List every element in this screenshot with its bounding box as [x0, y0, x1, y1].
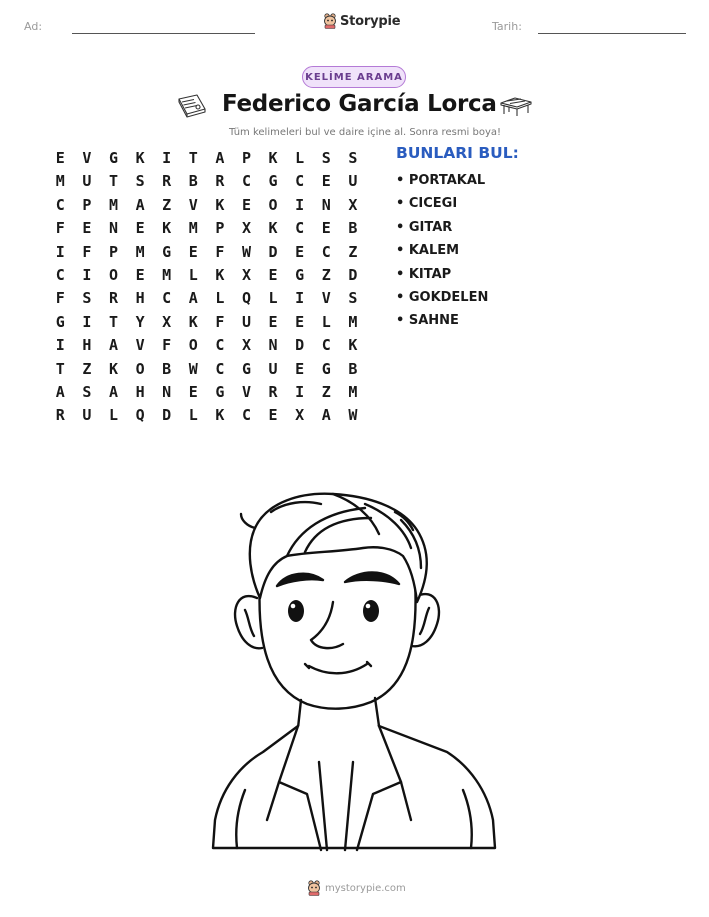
grid-letter[interactable]: X: [162, 312, 172, 331]
grid-letter[interactable]: C: [215, 336, 225, 355]
grid-letter[interactable]: I: [82, 312, 92, 331]
grid-letter[interactable]: N: [321, 195, 331, 214]
grid-letter[interactable]: M: [348, 312, 358, 331]
grid-row: [47, 311, 366, 334]
grid-letter[interactable]: E: [188, 382, 198, 401]
grid-letter[interactable]: B: [162, 359, 172, 378]
grid-letter[interactable]: E: [321, 219, 331, 238]
grid-letter[interactable]: I: [55, 242, 65, 261]
grid-letter[interactable]: O: [108, 265, 118, 284]
grid-letter[interactable]: I: [55, 336, 65, 355]
grid-letter[interactable]: T: [55, 359, 65, 378]
grid-letter[interactable]: C: [295, 172, 305, 191]
grid-letter[interactable]: K: [215, 406, 225, 425]
grid-letter[interactable]: A: [215, 149, 225, 167]
grid-letter[interactable]: M: [162, 265, 172, 284]
grid-letter[interactable]: P: [108, 242, 118, 261]
grid-letter[interactable]: R: [215, 172, 225, 191]
name-label: Ad:: [24, 20, 43, 33]
grid-letter[interactable]: G: [241, 359, 251, 378]
grid-letter[interactable]: E: [321, 172, 331, 191]
grid-letter[interactable]: E: [55, 149, 65, 167]
grid-letter[interactable]: K: [188, 312, 198, 331]
grid-letter[interactable]: Z: [82, 359, 92, 378]
grid-letter[interactable]: G: [162, 242, 172, 261]
grid-letter[interactable]: Q: [135, 406, 145, 425]
grid-letter[interactable]: O: [268, 195, 278, 214]
word-list-item: • KALEM: [396, 240, 488, 263]
word-search-grid: [47, 147, 366, 428]
grid-row: [47, 334, 366, 357]
grid-row: [47, 147, 366, 170]
grid-letter[interactable]: H: [135, 289, 145, 308]
grid-letter[interactable]: X: [241, 265, 251, 284]
grid-letter[interactable]: S: [135, 172, 145, 191]
grid-letter[interactable]: G: [215, 382, 225, 401]
grid-letter[interactable]: G: [321, 359, 331, 378]
grid-letter[interactable]: N: [108, 219, 118, 238]
grid-letter[interactable]: A: [55, 382, 65, 401]
grid-letter[interactable]: K: [348, 336, 358, 355]
grid-letter[interactable]: B: [348, 219, 358, 238]
grid-letter[interactable]: X: [241, 219, 251, 238]
activity-badge: KELİME ARAMA: [302, 66, 406, 88]
grid-letter[interactable]: L: [295, 149, 305, 167]
grid-letter[interactable]: E: [241, 195, 251, 214]
grid-letter[interactable]: N: [268, 336, 278, 355]
grid-letter[interactable]: Q: [241, 289, 251, 308]
grid-letter[interactable]: U: [82, 406, 92, 425]
grid-letter[interactable]: G: [108, 149, 118, 167]
grid-letter[interactable]: M: [188, 219, 198, 238]
grid-letter[interactable]: M: [108, 195, 118, 214]
grid-row: [47, 170, 366, 193]
storypie-mascot-icon: [307, 880, 321, 896]
grid-letter[interactable]: U: [241, 312, 251, 331]
grid-letter[interactable]: I: [82, 265, 92, 284]
grid-letter[interactable]: F: [82, 242, 92, 261]
grid-letter[interactable]: A: [135, 195, 145, 214]
grid-row: [47, 404, 366, 427]
grid-letter[interactable]: V: [188, 195, 198, 214]
grid-letter[interactable]: E: [135, 219, 145, 238]
page-title: Federico García Lorca: [222, 91, 497, 117]
grid-letter[interactable]: Z: [348, 242, 358, 261]
grid-letter[interactable]: Z: [321, 265, 331, 284]
grid-letter[interactable]: Y: [135, 312, 145, 331]
grid-letter[interactable]: F: [215, 312, 225, 331]
grid-letter[interactable]: I: [295, 382, 305, 401]
grid-letter[interactable]: R: [162, 172, 172, 191]
grid-letter[interactable]: E: [268, 406, 278, 425]
grid-letter[interactable]: S: [348, 149, 358, 167]
grid-letter[interactable]: W: [241, 242, 251, 261]
grid-letter[interactable]: C: [295, 219, 305, 238]
grid-letter[interactable]: D: [295, 336, 305, 355]
grid-letter[interactable]: T: [108, 312, 118, 331]
grid-letter[interactable]: N: [162, 382, 172, 401]
grid-letter[interactable]: I: [295, 289, 305, 308]
grid-letter[interactable]: X: [295, 406, 305, 425]
grid-letter[interactable]: U: [348, 172, 358, 191]
word-list-item: • GITAR: [396, 217, 488, 240]
grid-letter[interactable]: B: [188, 172, 198, 191]
grid-letter[interactable]: G: [55, 312, 65, 331]
instructions: Tüm kelimeleri bul ve daire içine al. Sonra resmi boya!: [228, 127, 502, 138]
grid-letter[interactable]: V: [241, 382, 251, 401]
grid-letter[interactable]: R: [108, 289, 118, 308]
grid-letter[interactable]: C: [162, 289, 172, 308]
grid-letter[interactable]: K: [268, 149, 278, 167]
grid-letter[interactable]: L: [188, 265, 198, 284]
grid-letter[interactable]: K: [215, 195, 225, 214]
word-list-item: • CICEGI: [396, 193, 488, 216]
grid-row: [47, 217, 366, 240]
grid-letter[interactable]: F: [55, 289, 65, 308]
grid-letter[interactable]: F: [215, 242, 225, 261]
grid-letter[interactable]: X: [241, 336, 251, 355]
grid-letter[interactable]: C: [241, 406, 251, 425]
grid-letter[interactable]: K: [108, 359, 118, 378]
footer-url: mystorypie.com: [325, 882, 406, 894]
grid-letter[interactable]: P: [215, 219, 225, 238]
grid-letter[interactable]: E: [188, 242, 198, 261]
grid-letter[interactable]: U: [82, 172, 92, 191]
grid-letter[interactable]: X: [348, 195, 358, 214]
grid-letter[interactable]: M: [135, 242, 145, 261]
grid-letter[interactable]: A: [188, 289, 198, 308]
word-list-item: • PORTAKAL: [396, 170, 488, 193]
grid-letter[interactable]: E: [295, 312, 305, 331]
grid-letter[interactable]: W: [348, 406, 358, 425]
grid-row: [47, 264, 366, 287]
grid-letter[interactable]: R: [55, 406, 65, 425]
grid-letter[interactable]: S: [348, 289, 358, 308]
footer: [307, 880, 406, 896]
grid-letter[interactable]: V: [135, 336, 145, 355]
grid-letter[interactable]: F: [55, 219, 65, 238]
grid-letter[interactable]: G: [295, 265, 305, 284]
grid-letter[interactable]: C: [241, 172, 251, 191]
grid-letter[interactable]: V: [321, 289, 331, 308]
word-list-item: • GOKDELEN: [396, 287, 488, 310]
grid-letter[interactable]: K: [268, 219, 278, 238]
grid-letter[interactable]: P: [82, 195, 92, 214]
word-list-title: BUNLARI BUL:: [396, 144, 519, 162]
storypie-mascot-icon: [323, 13, 337, 29]
grid-letter[interactable]: H: [82, 336, 92, 355]
grid-letter[interactable]: E: [135, 265, 145, 284]
grid-letter[interactable]: D: [268, 242, 278, 261]
grid-letter[interactable]: E: [268, 312, 278, 331]
word-list-item: • KITAP: [396, 264, 488, 287]
grid-letter[interactable]: O: [188, 336, 198, 355]
grid-letter[interactable]: L: [268, 289, 278, 308]
grid-letter[interactable]: A: [321, 406, 331, 425]
grid-letter[interactable]: O: [135, 359, 145, 378]
grid-letter[interactable]: K: [215, 265, 225, 284]
grid-letter[interactable]: H: [135, 382, 145, 401]
word-list-item: • SAHNE: [396, 310, 488, 333]
grid-letter[interactable]: T: [188, 149, 198, 167]
grid-letter[interactable]: C: [55, 265, 65, 284]
grid-row: [47, 381, 366, 404]
grid-letter[interactable]: C: [215, 359, 225, 378]
name-line: [72, 33, 255, 34]
grid-letter[interactable]: U: [268, 359, 278, 378]
grid-letter[interactable]: L: [321, 312, 331, 331]
grid-letter[interactable]: E: [295, 359, 305, 378]
grid-letter[interactable]: Z: [162, 195, 172, 214]
grid-letter[interactable]: E: [295, 242, 305, 261]
date-line: [538, 33, 686, 34]
grid-letter[interactable]: L: [108, 406, 118, 425]
grid-letter[interactable]: M: [348, 382, 358, 401]
grid-letter[interactable]: A: [108, 382, 118, 401]
grid-letter[interactable]: Z: [321, 382, 331, 401]
grid-letter[interactable]: W: [188, 359, 198, 378]
grid-letter[interactable]: E: [268, 265, 278, 284]
grid-letter[interactable]: V: [82, 149, 92, 167]
grid-letter[interactable]: D: [162, 406, 172, 425]
grid-letter[interactable]: I: [162, 149, 172, 167]
grid-row: [47, 358, 366, 381]
grid-row: [47, 241, 366, 264]
grid-letter[interactable]: K: [135, 149, 145, 167]
brand: [323, 13, 400, 29]
grid-letter[interactable]: T: [108, 172, 118, 191]
grid-letter[interactable]: B: [348, 359, 358, 378]
grid-letter[interactable]: A: [108, 336, 118, 355]
grid-letter[interactable]: M: [55, 172, 65, 191]
date-label: Tarih:: [492, 20, 522, 33]
grid-letter[interactable]: I: [295, 195, 305, 214]
grid-letter[interactable]: R: [268, 382, 278, 401]
grid-letter[interactable]: C: [321, 336, 331, 355]
grid-row: [47, 194, 366, 217]
grid-letter[interactable]: C: [321, 242, 331, 261]
grid-letter[interactable]: P: [241, 149, 251, 167]
federico-garcia-lorca-portrait: [205, 490, 505, 855]
grid-letter[interactable]: F: [162, 336, 172, 355]
brand-name: Storypie: [340, 13, 401, 29]
grid-letter[interactable]: D: [348, 265, 358, 284]
grid-letter[interactable]: G: [268, 172, 278, 191]
grid-letter[interactable]: S: [321, 149, 331, 167]
grid-letter[interactable]: L: [215, 289, 225, 308]
stage-icon: [499, 95, 533, 117]
grid-row: [47, 287, 366, 310]
grid-letter[interactable]: S: [82, 382, 92, 401]
book-icon: [176, 93, 208, 119]
grid-letter[interactable]: S: [82, 289, 92, 308]
grid-letter[interactable]: L: [188, 406, 198, 425]
grid-letter[interactable]: K: [162, 219, 172, 238]
grid-letter[interactable]: C: [55, 195, 65, 214]
grid-letter[interactable]: E: [82, 219, 92, 238]
word-list: [396, 170, 488, 334]
